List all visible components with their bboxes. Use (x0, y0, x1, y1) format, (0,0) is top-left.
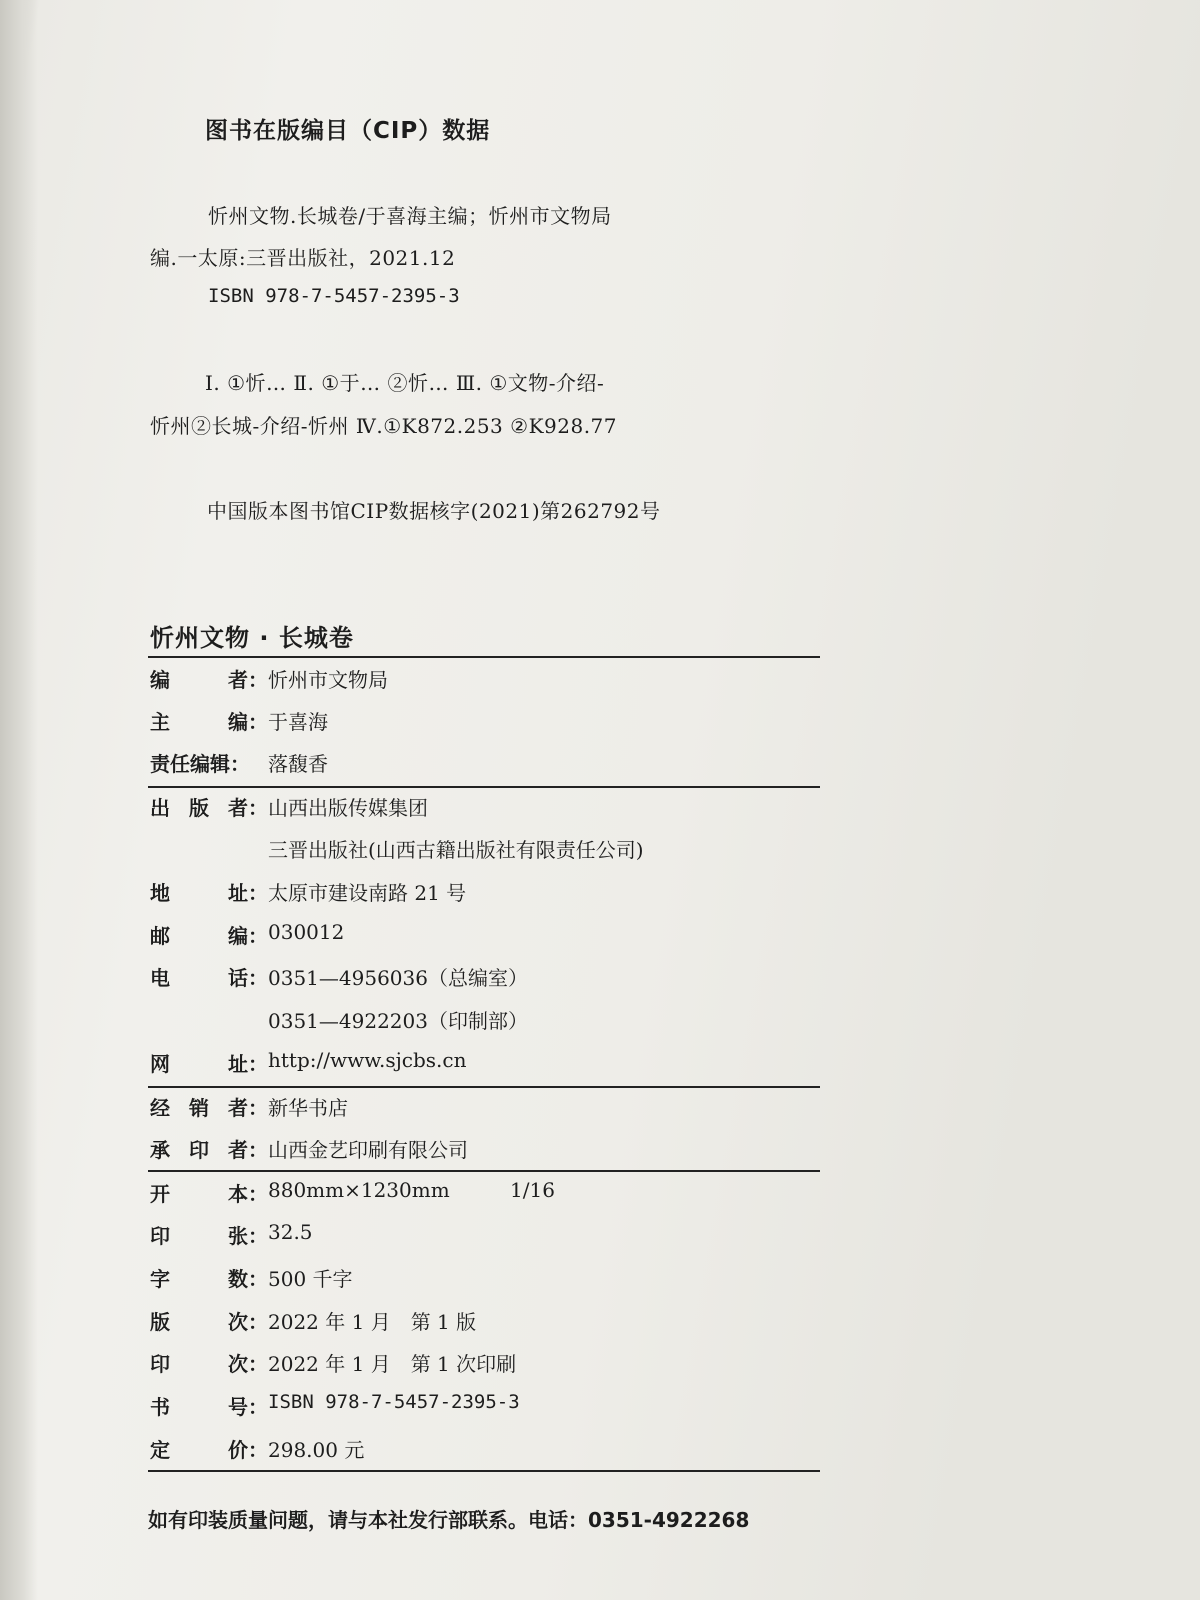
cip-line-6: 中国版本图书馆CIP数据核字(2021)第262792号 (207, 499, 661, 523)
divider (148, 786, 820, 788)
label-website: 网 址： (150, 1052, 268, 1076)
label-edition: 版 次： (150, 1310, 268, 1334)
value-edition: 2022 年 1 月 第 1 版 (268, 1310, 477, 1334)
cip-line-5: 忻州②长城-介绍-忻州 Ⅳ.①K872.253 ②K928.77 (150, 414, 617, 438)
label-isbn: 书 号： (150, 1395, 268, 1419)
label-distributor: 经 销 者： (150, 1096, 268, 1120)
label-responsible-editor: 责任编辑： (150, 752, 250, 776)
value-printer: 山西金艺印刷有限公司 (268, 1138, 468, 1162)
label-phone: 电 话： (150, 966, 268, 990)
page-gutter-shadow (0, 0, 38, 1600)
footer-quality-note: 如有印装质量问题，请与本社发行部联系。电话：0351-4922268 (148, 1508, 750, 1532)
cip-line-4: Ⅰ. ①忻… Ⅱ. ①于… ②忻… Ⅲ. ①文物-介绍- (205, 371, 605, 395)
value-publisher: 山西出版传媒集团 (268, 796, 428, 820)
value-word-count: 500 千字 (268, 1267, 353, 1291)
divider (148, 1170, 820, 1172)
value-distributor: 新华书店 (268, 1096, 348, 1120)
label-publisher: 出 版 者： (150, 796, 268, 820)
label-editor: 编 者： (150, 668, 268, 692)
label-chief-editor: 主 编： (150, 710, 268, 734)
divider (148, 1086, 820, 1088)
value-website: http://www.sjcbs.cn (268, 1048, 467, 1072)
book-title: 忻州文物 · 长城卷 (150, 624, 354, 652)
value-responsible-editor: 落馥香 (268, 752, 328, 776)
value-chief-editor: 于喜海 (268, 710, 328, 734)
value-format: 880mm×1230mm (268, 1178, 450, 1202)
cip-isbn: ISBN 978-7-5457-2395-3 (208, 285, 460, 307)
label-format: 开 本： (150, 1182, 268, 1206)
divider (148, 656, 820, 658)
value-sheets: 32.5 (268, 1220, 313, 1244)
label-postcode: 邮 编： (150, 924, 268, 948)
value-publisher-2: 三晋出版社(山西古籍出版社有限责任公司) (268, 838, 644, 862)
cip-line-1: 忻州文物.长城卷/于喜海主编；忻州市文物局 (208, 204, 612, 228)
cip-heading: 图书在版编目（CIP）数据 (205, 118, 491, 144)
value-phone-1: 0351—4956036（总编室） (268, 966, 528, 990)
value-isbn: ISBN 978-7-5457-2395-3 (268, 1391, 520, 1413)
label-printer: 承 印 者： (150, 1138, 268, 1162)
label-sheets: 印 张： (150, 1224, 268, 1248)
value-phone-2: 0351—4922203（印制部） (268, 1009, 528, 1033)
divider (148, 1470, 820, 1472)
label-address: 地 址： (150, 881, 268, 905)
cip-line-2: 编.一太原:三晋出版社，2021.12 (150, 246, 456, 270)
value-price: 298.00 元 (268, 1438, 365, 1462)
value-postcode: 030012 (268, 920, 345, 944)
value-editor: 忻州市文物局 (268, 668, 388, 692)
value-address: 太原市建设南路 21 号 (268, 881, 467, 905)
label-word-count: 字 数： (150, 1267, 268, 1291)
value-format-fold: 1/16 (510, 1178, 555, 1202)
value-printing: 2022 年 1 月 第 1 次印刷 (268, 1352, 517, 1376)
label-price: 定 价： (150, 1438, 268, 1462)
label-printing: 印 次： (150, 1352, 268, 1376)
